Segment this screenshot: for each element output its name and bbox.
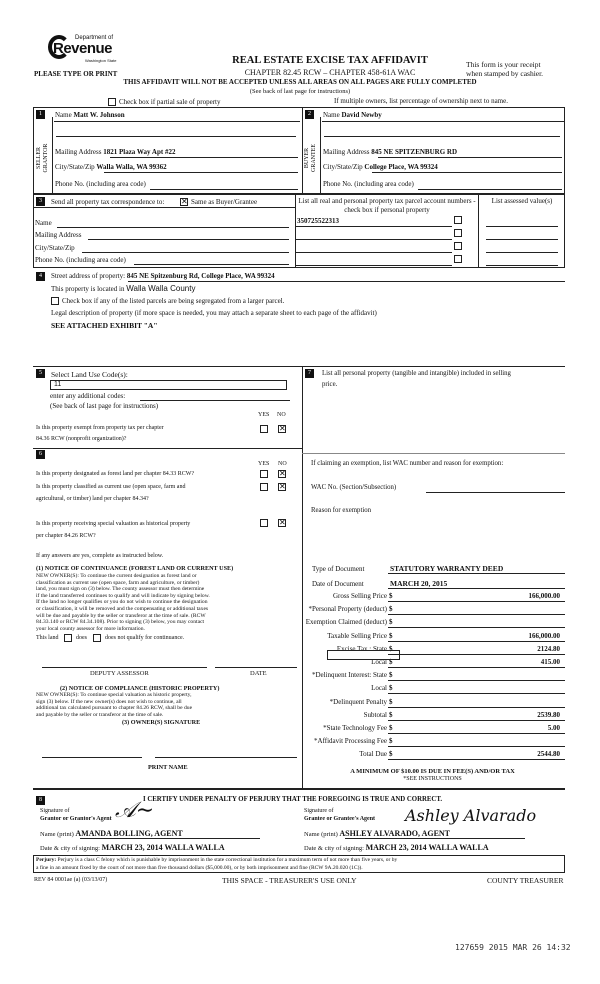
land-use-code-field[interactable]: 11 — [50, 380, 287, 390]
s8-top-line — [33, 788, 565, 790]
see-back: (See back of last page for instructions) — [249, 88, 351, 95]
currency-symbol: $ — [389, 671, 393, 680]
currency-symbol: $ — [389, 592, 393, 600]
section-4-number: 4 — [36, 272, 45, 281]
parcel-line[interactable] — [296, 239, 452, 240]
s3-header-line — [33, 207, 295, 208]
grantee-date[interactable]: MARCH 23, 2014 WALLA WALLA — [365, 843, 489, 852]
section-8-number: 8 — [36, 796, 45, 805]
wac-field[interactable] — [426, 492, 565, 493]
tax-row-label: *Affidavit Processing Fee — [314, 737, 387, 746]
does-label: does — [76, 635, 87, 641]
tax-row-label: Exemption Claimed (deduct) — [305, 618, 387, 627]
notice-1-line: land, you must sign on (3) below. The county assessor must then determine — [36, 586, 205, 593]
buyer-phone-field[interactable] — [418, 189, 562, 190]
s3-name-label: Name — [35, 219, 52, 227]
partial-sale-checkbox[interactable] — [108, 98, 116, 106]
current-use-question-2: agricultural, or timber) land per chapter 84.34? — [36, 496, 149, 502]
grantor-name[interactable]: AMANDA BOLLING, AGENT — [75, 829, 183, 838]
tax-row-line — [388, 654, 565, 655]
tax-row-label: Taxable Selling Price — [327, 631, 387, 640]
county-treasurer: COUNTY TREASURER — [487, 876, 564, 885]
seller-city[interactable]: Walla Walla, WA 99362 — [96, 163, 167, 171]
tax-row-label: Excise Tax : State — [336, 644, 387, 653]
s5-s6-line — [33, 448, 302, 449]
grantor-date[interactable]: MARCH 23, 2014 WALLA WALLA — [101, 843, 225, 852]
tax-row-label: *Delinquent Penalty — [329, 697, 387, 706]
reason-label: Reason for exemption — [311, 507, 372, 514]
parties-divider — [302, 107, 303, 194]
buyer-name-line — [322, 121, 565, 122]
seller-phone-field[interactable] — [150, 189, 298, 190]
currency-symbol: $ — [389, 618, 393, 627]
exempt-question-1: Is this property exempt from property tax per chapter — [36, 425, 164, 431]
personal-property-checkbox[interactable] — [454, 229, 462, 237]
same-as-buyer-label: Same as Buyer/Grantee — [191, 198, 258, 206]
seller-name-label: Name — [55, 111, 72, 119]
notice-1-line: your local county assessor for more information. — [36, 625, 145, 632]
s5-no: NO — [277, 412, 286, 418]
s5-top-line — [33, 366, 565, 367]
notice-1-line: classification as current use (open space, farm and agriculture, or timber) — [36, 579, 200, 586]
logo-name: Revenue — [53, 40, 113, 57]
land-does-checkbox[interactable] — [64, 634, 72, 642]
section-1-number: 1 — [36, 110, 45, 119]
buyer-side-label — [304, 138, 318, 178]
seller-label: SELLER — [36, 147, 42, 169]
s3-phone-label: Phone No. (including area code) — [35, 256, 126, 264]
multiple-owners-note: If multiple owners, list percentage of ownership next to name. — [334, 97, 508, 105]
please-type: PLEASE TYPE OR PRINT — [34, 70, 118, 78]
buyer-side-divider — [320, 117, 321, 194]
notice-2-line: NEW OWNER(S): To continue special valuation as historic property, — [36, 692, 192, 698]
send-correspondence-label: Send all property tax correspondence to: — [51, 198, 165, 206]
parcel-line — [296, 226, 452, 227]
s3-name-field[interactable] — [57, 227, 289, 228]
s3-divider-2 — [478, 194, 479, 268]
current-use-question-1: Is this property classified as current use (open space, farm and — [36, 484, 186, 490]
tax-row-value[interactable]: 2544.80 — [537, 750, 560, 759]
notice-2-body — [36, 692, 192, 718]
s7-line — [302, 453, 565, 454]
form-id: REV 84 0001ae (a) (03/13/07) — [34, 877, 108, 883]
notice-1-line: will be due and payable by the seller or transferor at the time of sale. (RCW — [36, 612, 206, 619]
currency-symbol: $ — [389, 710, 393, 719]
certify-statement: I CERTIFY UNDER PENALTY OF PERJURY THAT THE FOREGOING IS TRUE AND CORRECT. — [143, 796, 443, 803]
tax-row-line — [388, 627, 565, 628]
seller-mailing-line — [110, 157, 298, 158]
tax-row-line — [388, 680, 565, 681]
seller-side-divider — [52, 117, 53, 194]
notice-1-line: 84.33.140 or RCW 84.34.108). Prior to signing (3) below, you may contact — [36, 619, 205, 626]
s5-see-back: (See back of last page for instructions) — [50, 402, 159, 410]
additional-codes-field[interactable] — [140, 400, 290, 401]
same-as-buyer-checkbox[interactable] — [180, 198, 188, 206]
owner-signature-label: (3) OWNER(S) SIGNATURE — [122, 719, 201, 726]
tax-row-line — [388, 614, 565, 615]
buyer-mailing[interactable]: 845 NE SPITZENBURG RD — [371, 148, 457, 156]
notice-2-line: and payable by the seller or transferor at the time of sale. — [36, 711, 164, 718]
grantee-name-line — [345, 838, 525, 839]
see-instructions: *SEE INSTRUCTIONS — [403, 776, 462, 782]
current-use-yes-checkbox[interactable] — [260, 483, 268, 491]
section-5-number: 5 — [36, 369, 45, 378]
tax-row-line — [388, 693, 565, 694]
buyer-mailing-line — [378, 157, 562, 158]
seller-name[interactable]: Matt W. Johnson — [73, 111, 125, 119]
notice-1-line: if the land transferred continues to qualify and will indicate by signing below. — [36, 592, 210, 599]
tax-row-value[interactable]: 415.00 — [540, 658, 560, 666]
s3-city-label: City/State/Zip — [35, 244, 75, 252]
forest-no-checkbox[interactable] — [278, 470, 286, 478]
tax-row-value[interactable]: 2539.80 — [537, 710, 560, 719]
county[interactable]: Walla Walla County — [126, 284, 196, 293]
notice-1-line: NEW OWNER(S): To continue the current designation as forest land or — [36, 573, 197, 579]
currency-symbol: $ — [389, 644, 393, 653]
tax-row-label: Subtotal — [363, 710, 387, 719]
tax-row-value[interactable]: 166,000.00 — [528, 631, 560, 640]
grantee-sig-label-2: Grantee or Grantee's Agent — [304, 816, 376, 822]
wac-label: WAC No. (Section/Subsection) — [311, 484, 397, 491]
assessed-value-field[interactable] — [486, 239, 558, 240]
form-warning: THIS AFFIDAVIT WILL NOT BE ACCEPTED UNLESS ALL AREAS ON ALL PAGES ARE FULLY COMPLETED — [123, 78, 477, 86]
s6-no: NO — [278, 461, 287, 467]
perjury-line-1: Perjury is a class C felony which is punishable by imprisonment in the state correctional institution for a maximum term of not more than five years, or by — [57, 857, 398, 863]
grantor-name-line — [80, 838, 260, 839]
grantee-sig-label-1: Signature of — [304, 808, 334, 814]
buyer-label: BUYER — [304, 147, 310, 169]
personal-property-checkbox[interactable] — [454, 216, 462, 224]
receipt-note-2: when stamped by cashier. — [466, 69, 544, 78]
notice-1-line: or classification, it will be removed and the compensating or additional taxes — [36, 605, 209, 612]
land-does-not-checkbox[interactable] — [93, 634, 101, 642]
notice-1-line: If the land no longer qualifies or you do not wish to continue the designation — [36, 599, 208, 606]
notice-2-line: sign (3) below. If the new owner(s) does not wish to continue, all — [36, 698, 182, 705]
forest-yes-checkbox[interactable] — [260, 470, 268, 478]
forest-question: Is this property designated as forest land per chapter 84.33 RCW? — [36, 471, 195, 477]
grantor-label: GRANTOR — [43, 143, 49, 173]
tax-row-label: *Delinquent Interest: State — [311, 671, 387, 680]
form-chapter: CHAPTER 82.45 RCW – CHAPTER 458-61A WAC — [244, 68, 416, 77]
tax-row-line — [388, 746, 565, 747]
local-rate-box[interactable] — [327, 650, 400, 660]
doc-type[interactable]: STATUTORY WARRANTY DEED — [390, 564, 504, 573]
buyer-city-line — [372, 172, 562, 173]
deputy-assessor-label: DEPUTY ASSESSOR — [90, 670, 149, 677]
located-label: This property is located in — [51, 285, 125, 293]
land-use-label: Select Land Use Code(s): — [51, 370, 128, 379]
deputy-assessor-line[interactable] — [42, 667, 207, 668]
personal-property-label-1: List all personal property (tangible and intangible) included in selling — [322, 370, 511, 377]
s3-mailing-field[interactable] — [88, 239, 289, 240]
tax-row-line — [388, 641, 565, 642]
treasurer-use: THIS SPACE - TREASURER'S USE ONLY — [222, 876, 357, 885]
personal-property-label-2: price. — [322, 381, 338, 388]
section-7-number: 7 — [305, 369, 314, 378]
currency-symbol: $ — [389, 697, 393, 706]
grantee-name[interactable]: ASHLEY ALVARADO, AGENT — [339, 829, 451, 838]
print-name-label: PRINT NAME — [148, 764, 188, 771]
seller-name-line2 — [56, 136, 296, 137]
tax-row-value[interactable]: 5.00 — [547, 724, 560, 732]
street-label: Street address of property: — [51, 272, 126, 280]
perjury-label: Perjury: — [36, 857, 57, 863]
historic-question-1: Is this property receiving special valuation as historical property — [36, 521, 191, 527]
buyer-mailing-label: Mailing Address — [323, 148, 370, 156]
doc-date-label: Date of Document — [312, 580, 364, 588]
section-2-number: 2 — [305, 110, 314, 119]
additional-codes-label: enter any additional codes: — [50, 392, 126, 400]
current-use-no-checkbox[interactable] — [278, 483, 286, 491]
if-yes-note: If any answers are yes, complete as instructed below. — [36, 553, 164, 559]
notice-2-title: (2) NOTICE OF COMPLIANCE (HISTORIC PROPERTY) — [60, 685, 220, 692]
logo-state: Washington State — [85, 58, 117, 63]
grantee-date-label: Date & city of signing: — [304, 845, 364, 852]
minimum-due-note: A MINIMUM OF $10.00 IS DUE IN FEE(S) AND/OR TAX — [350, 768, 515, 775]
exemption-label: If claiming an exemption, list WAC number and reason for exemption: — [311, 460, 504, 467]
buyer-city-label: City/State/Zip — [323, 163, 363, 171]
tax-row-label: Local — [371, 658, 387, 666]
owner-signature-line[interactable] — [155, 757, 297, 758]
grantee-name-label: Name (print) — [304, 831, 338, 838]
tax-row-line — [388, 707, 565, 708]
seller-name-line — [54, 121, 300, 122]
notice-2-line: additional tax calculated pursuant to chapter 84.26 RCW, shall be due — [36, 705, 193, 712]
seller-mailing-label: Mailing Address — [55, 148, 102, 156]
seller-phone-label: Phone No. (including area code) — [55, 180, 146, 188]
s5-yes: YES — [258, 412, 270, 418]
exempt-no-checkbox[interactable] — [278, 425, 286, 433]
currency-symbol: $ — [389, 658, 393, 666]
legal-description-label: Legal description of property (if more space is needed, you may attach a separate sheet to each page of the affidavit) — [51, 309, 377, 317]
legal-description[interactable]: SEE ATTACHED EXHIBIT "A" — [51, 321, 158, 330]
section-3-number: 3 — [36, 197, 45, 206]
parcel-number[interactable]: 350725522313 — [297, 217, 339, 225]
grantor-sig-label-1: Signature of — [40, 808, 70, 814]
perjury-line-2: a fine in an amount fixed by the court of not more than five thousand dollars ($5,000.00), or by both imprisonment and fine (RCW 9A.20.020 (1C)). — [36, 865, 363, 871]
assessor-date-label: DATE — [250, 670, 267, 677]
segregated-label: Check box if any of the listed parcels are being segregated from a larger parcel. — [62, 297, 285, 305]
notice-1-body — [36, 573, 210, 632]
grantor-name-label: Name (print) — [40, 831, 74, 838]
historic-yes-checkbox[interactable] — [260, 519, 268, 527]
assessed-value-field[interactable] — [486, 265, 558, 266]
tax-row-line — [388, 667, 565, 668]
exempt-question-2: 84.36 RCW (nonprofit organization)? — [36, 436, 127, 442]
personal-property-checkbox[interactable] — [454, 255, 462, 263]
seller-side-label — [36, 138, 50, 178]
tax-row-label: Local — [371, 684, 387, 693]
doc-date-line — [388, 588, 565, 589]
section-6-number: 6 — [36, 450, 45, 459]
buyer-name-line2 — [324, 136, 560, 137]
doc-type-label: Type of Document — [312, 565, 365, 573]
does-not-label: does not qualify for continuance. — [105, 635, 185, 641]
historic-question-2: per chapter 84.26 RCW? — [36, 533, 96, 539]
seller-city-label: City/State/Zip — [55, 163, 95, 171]
s3-mailing-label: Mailing Address — [35, 231, 82, 239]
assessed-header: List assessed value(s) — [491, 197, 553, 205]
parcel-line[interactable] — [296, 252, 452, 253]
grantor-sig-label-2: Grantor or Grantor's Agent — [40, 816, 112, 822]
currency-symbol: $ — [389, 750, 393, 759]
exempt-yes-checkbox[interactable] — [260, 425, 268, 433]
received-stamp: 127659 2015 MAR 26 14:32 — [455, 943, 571, 952]
doc-type-line — [388, 573, 565, 574]
doc-date[interactable]: MARCH 20, 2015 — [390, 579, 448, 588]
tax-row-label: *Personal Property (deduct) — [308, 605, 387, 614]
historic-no-checkbox[interactable] — [278, 519, 286, 527]
currency-symbol: $ — [389, 737, 393, 746]
tax-row-line — [388, 733, 565, 734]
tax-row-value[interactable]: 166,000.00 — [528, 592, 560, 600]
grantee-signature[interactable]: Ashley Alvarado — [405, 806, 537, 825]
tax-row-line — [388, 601, 565, 602]
grantor-date-label: Date & city of signing: — [40, 845, 100, 852]
street-line — [128, 281, 565, 282]
s3-phone-field[interactable] — [134, 264, 289, 265]
grantee-label: GRANTEE — [311, 144, 317, 172]
partial-sale-label: Check box if partial sale of property — [119, 98, 221, 106]
tax-row-label: *State Technology Fee — [323, 724, 387, 732]
parcel-header: List all real and personal property tax parcel account numbers - check box if personal property — [298, 197, 476, 214]
segregated-checkbox[interactable] — [51, 297, 59, 305]
assessed-value-field[interactable] — [486, 252, 558, 253]
form-title: REAL ESTATE EXCISE TAX AFFIDAVIT — [232, 55, 428, 66]
s3-city-field[interactable] — [82, 252, 289, 253]
buyer-name[interactable]: David Newby — [341, 111, 382, 119]
receipt-note-1: This form is your receipt — [466, 60, 541, 69]
s3-divider-1 — [295, 194, 296, 268]
tax-row-label: Gross Selling Price — [332, 592, 387, 600]
currency-symbol: $ — [389, 684, 393, 693]
assessed-value-field[interactable] — [486, 226, 558, 227]
buyer-phone-label: Phone No. (including area code) — [323, 180, 414, 188]
assessor-date-line[interactable] — [215, 667, 297, 668]
personal-property-checkbox[interactable] — [454, 242, 462, 250]
currency-symbol: $ — [389, 605, 393, 614]
currency-symbol: $ — [389, 724, 393, 732]
owner-signature-line[interactable] — [42, 757, 142, 758]
street-address[interactable]: 845 NE Spitzenburg Rd, College Place, WA 99324 — [126, 272, 275, 280]
buyer-name-label: Name — [323, 111, 340, 119]
currency-symbol: $ — [389, 631, 393, 640]
this-land-label: This land — [36, 635, 59, 641]
logo-dept: Department of — [75, 35, 114, 41]
seller-city-line — [104, 172, 298, 173]
tax-row-line — [388, 720, 565, 721]
s6-yes: YES — [258, 461, 270, 467]
buyer-city[interactable]: College Place, WA 99324 — [364, 163, 438, 171]
tax-row-line — [388, 759, 565, 760]
seller-mailing[interactable]: 1821 Plaza Way Apt #22 — [103, 148, 176, 156]
parcel-line[interactable] — [296, 265, 452, 266]
tax-row-label: Total Due — [359, 750, 387, 759]
tax-row-value[interactable]: 2124.80 — [537, 644, 560, 653]
grantor-signature[interactable]: 𝒜∼ — [115, 798, 155, 823]
notice-1-title: (1) NOTICE OF CONTINUANCE (FOREST LAND OR CURRENT USE) — [36, 565, 234, 572]
